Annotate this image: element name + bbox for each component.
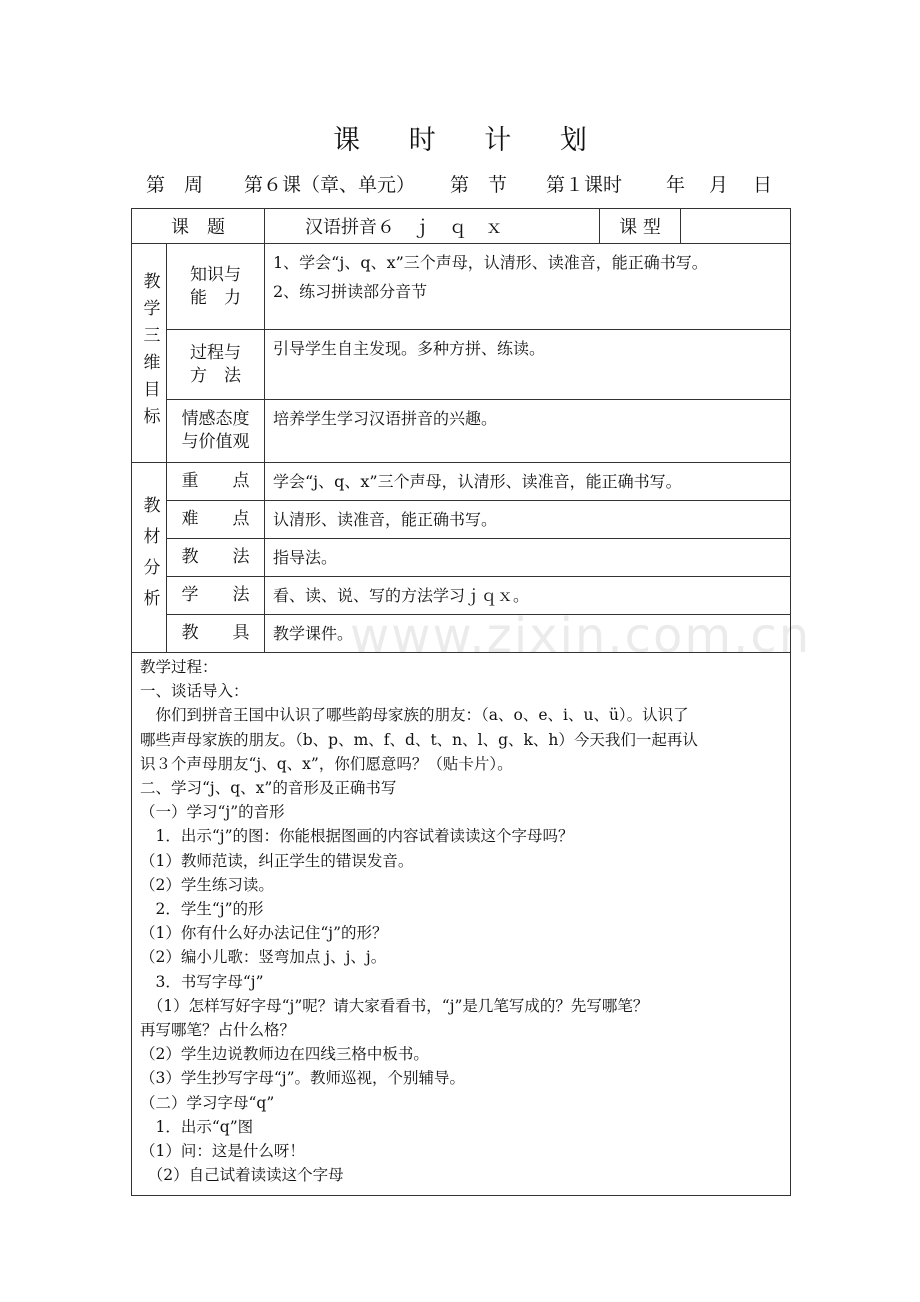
goal-content-line: 引导学生自主发现。多种方拼、练读。 [273, 339, 546, 358]
topic-label: 课 题 [132, 209, 265, 244]
process-line: （1）你有什么好办法记住“j”的形？ [140, 924, 388, 943]
goal-content [265, 244, 791, 330]
goals-category [132, 244, 167, 463]
process-line: （二）学习字母“q” [140, 1093, 275, 1112]
topic-row [132, 209, 791, 244]
goal-content [265, 330, 791, 400]
goal-content [265, 400, 791, 463]
analysis-category-text: 教材分析 [139, 495, 160, 620]
goal-label [167, 244, 265, 330]
process-line: （2）学生练习读。 [140, 875, 274, 894]
process-line: 一、谈话导入： [140, 682, 249, 701]
year-field: 年 [666, 174, 686, 196]
goal-label [167, 400, 265, 463]
goal-content-line: 培养学生学习汉语拼音的兴趣。 [273, 409, 498, 428]
page-title: 课 时 计 划 [333, 125, 607, 156]
goal-content-line: 2、练习拼读部分音节 [273, 282, 428, 301]
analysis-row-key [132, 463, 791, 501]
goal-content-line: 1、学会“j、q、x”三个声母，认清形、读准音，能正确书写。 [273, 253, 708, 272]
analysis-label: 重 点 [167, 463, 265, 501]
goals-category-text: 教学三维目标 [139, 272, 160, 434]
process-line: （1）问：这是什么呀！ [140, 1142, 305, 1161]
analysis-label: 教 法 [167, 539, 265, 577]
goal-label-line: 过程与 [190, 342, 241, 363]
analysis-row-difficult [132, 501, 791, 539]
process-line: 2．学生“j”的形 [140, 900, 264, 919]
period-field: 第１课时 [546, 174, 623, 196]
day-field: 日 [753, 174, 773, 196]
process-line: （1）教师范读，纠正学生的错误发音。 [140, 851, 414, 870]
type-label: 课 型 [600, 209, 681, 244]
process-line: 1．出示“q”图 [140, 1117, 254, 1136]
analysis-category [132, 463, 167, 653]
analysis-label: 学 法 [167, 577, 265, 615]
lesson-info-line [146, 170, 786, 198]
process-line: 哪些声母家族的朋友。（b、p、m、f、d、t、n、l、g、k、h）今天我们一起再认 [140, 730, 698, 749]
teaching-process [132, 653, 791, 1196]
goal-row-emotion [132, 400, 791, 463]
goal-label-line: 方 法 [190, 365, 241, 386]
analysis-content: 看、读、说、写的方法学习ｊｑｘ。 [265, 577, 791, 615]
process-line: 1．出示“j”的图：你能根据图画的内容试着读读这个字母吗？ [140, 827, 574, 846]
type-value [681, 209, 791, 244]
process-line: 你们到拼音王国中认识了哪些韵母家族的朋友：（a、o、e、i、u、ü）。认识了 [140, 706, 689, 725]
process-line: 3．书写字母“j” [140, 972, 264, 991]
section-field: 第 节 [450, 174, 508, 196]
lesson-plan-table [131, 208, 791, 1196]
analysis-content: 认清形、读准音，能正确书写。 [265, 501, 791, 539]
lesson-field: 第６课（章、单元） [244, 174, 416, 196]
process-line: （2）自己试着读读这个字母 [140, 1166, 344, 1185]
analysis-content: 学会“j、q、x”三个声母，认清形、读准音，能正确书写。 [265, 463, 791, 501]
goal-label [167, 330, 265, 400]
week-field: 第 周 [146, 174, 204, 196]
goal-row-process [132, 330, 791, 400]
process-line: （1）怎样写好字母“j”呢？请大家看看书，“j”是几笔写成的？先写哪笔？ [140, 996, 649, 1015]
analysis-label: 教 具 [167, 615, 265, 653]
analysis-content: 指导法。 [265, 539, 791, 577]
analysis-label: 难 点 [167, 501, 265, 539]
goal-label-line: 知识与 [190, 264, 241, 285]
analysis-row-teaching [132, 539, 791, 577]
process-line: 再写哪笔？占什么格？ [140, 1021, 296, 1040]
process-line: （2）编小儿歌：竖弯加点 j、j、j。 [140, 948, 387, 967]
goal-label-line: 与价值观 [181, 432, 250, 452]
process-line: （一）学习“j”的音形 [140, 803, 285, 822]
watermark: www.zixin.com.cn [350, 608, 812, 664]
process-line: 二、学习“j、q、x”的音形及正确书写 [140, 779, 397, 798]
goal-label-line: 能 力 [190, 287, 241, 308]
process-line: 教学过程： [140, 658, 218, 676]
process-row [132, 653, 791, 1196]
process-line: 识３个声母朋友“j、q、x”，你们愿意吗？（贴卡片）。 [140, 754, 513, 773]
process-line: （2）学生边说教师边在四线三格中板书。 [140, 1045, 429, 1064]
month-field: 月 [709, 174, 729, 196]
topic-value: 汉语拼音６ ｊ ｑ ｘ [265, 209, 600, 244]
process-line: （3）学生抄写字母“j”。教师巡视，个别辅导。 [140, 1069, 466, 1088]
goal-label-line: 情感态度 [181, 409, 250, 429]
goal-row-knowledge [132, 244, 791, 330]
analysis-content: 教学课件。 [265, 615, 791, 653]
